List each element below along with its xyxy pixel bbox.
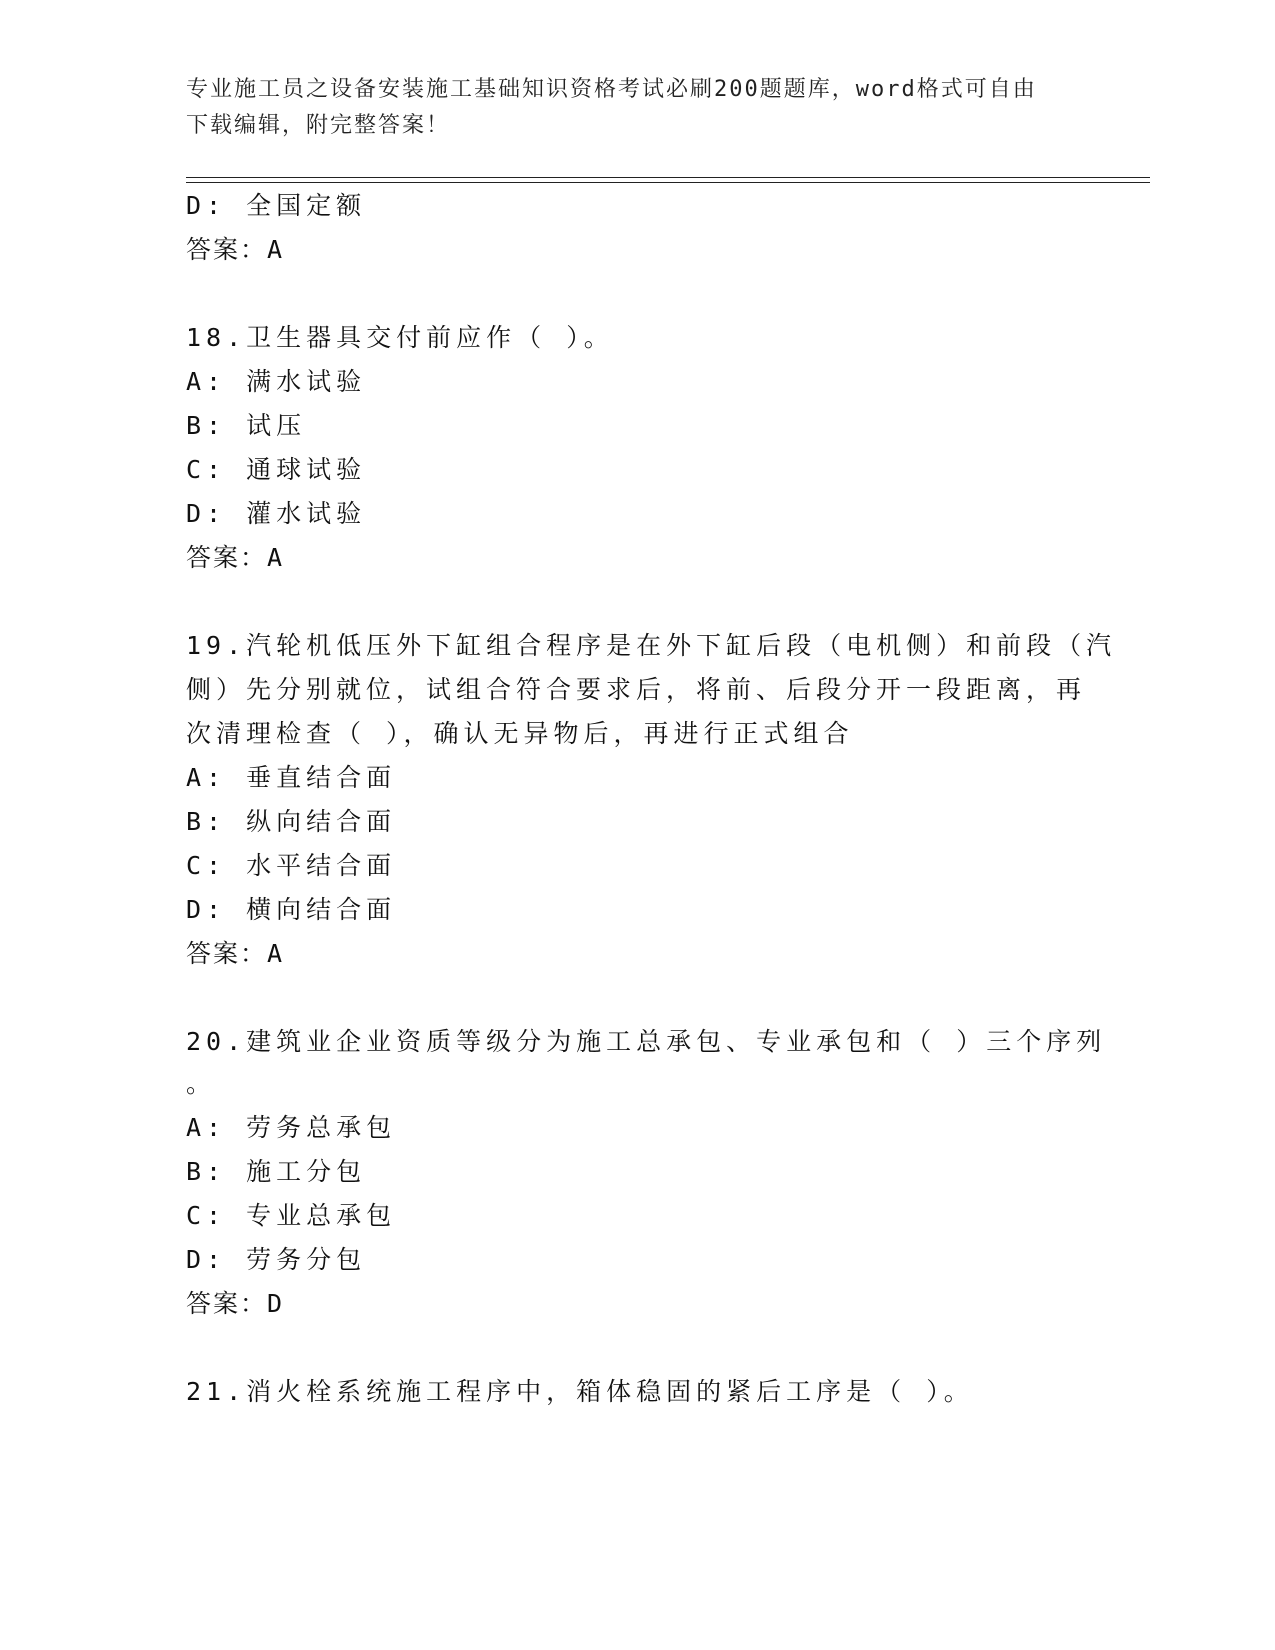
header-divider-bottom [186, 182, 1150, 183]
question-20-option-d: D: 劳务分包 [186, 1245, 367, 1274]
question-18-option-d: D: 灌水试验 [186, 499, 367, 528]
question-20-option-b: B: 施工分包 [186, 1157, 367, 1186]
question-19-option-a: A: 垂直结合面 [186, 763, 397, 792]
question-19-answer: 答案：A [186, 939, 285, 968]
question-20-option-a: A: 劳务总承包 [186, 1113, 397, 1142]
question-18-option-a: A: 满水试验 [186, 367, 367, 396]
question-20-answer: 答案：D [186, 1289, 285, 1318]
header-line-2: 下载编辑，附完整答案！ [186, 113, 451, 138]
prev-option-d: D: 全国定额 [186, 191, 367, 220]
question-18-option-c: C: 通球试验 [186, 455, 367, 484]
question-20-stem-line-2: 。 [186, 1069, 217, 1098]
prev-answer: 答案：A [186, 235, 285, 264]
question-19-option-d: D: 横向结合面 [186, 895, 397, 924]
question-20-option-c: C: 专业总承包 [186, 1201, 397, 1230]
question-18-option-b: B: 试压 [186, 411, 307, 440]
header-line-1: 专业施工员之设备安装施工基础知识资格考试必刷200题题库，word格式可自由 [186, 77, 1037, 102]
question-18-stem: 18.卫生器具交付前应作（ ）。 [186, 323, 614, 352]
question-19-stem-line-1: 19.汽轮机低压外下缸组合程序是在外下缸后段（电机侧）和前段（汽 [186, 631, 1117, 660]
question-19-option-c: C: 水平结合面 [186, 851, 397, 880]
question-19-option-b: B: 纵向结合面 [186, 807, 397, 836]
question-18-answer: 答案：A [186, 543, 285, 572]
question-19-stem-line-3: 次清理检查（ ），确认无异物后，再进行正式组合 [186, 719, 854, 748]
question-20-stem-line-1: 20.建筑业企业资质等级分为施工总承包、专业承包和（ ）三个序列 [186, 1027, 1107, 1056]
document-header [186, 72, 1086, 144]
question-21-stem: 21.消火栓系统施工程序中，箱体稳固的紧后工序是（ ）。 [186, 1377, 974, 1406]
header-divider-top [186, 177, 1150, 178]
question-19-stem-line-2: 侧）先分别就位，试组合符合要求后，将前、后段分开一段距离，再 [186, 675, 1087, 704]
